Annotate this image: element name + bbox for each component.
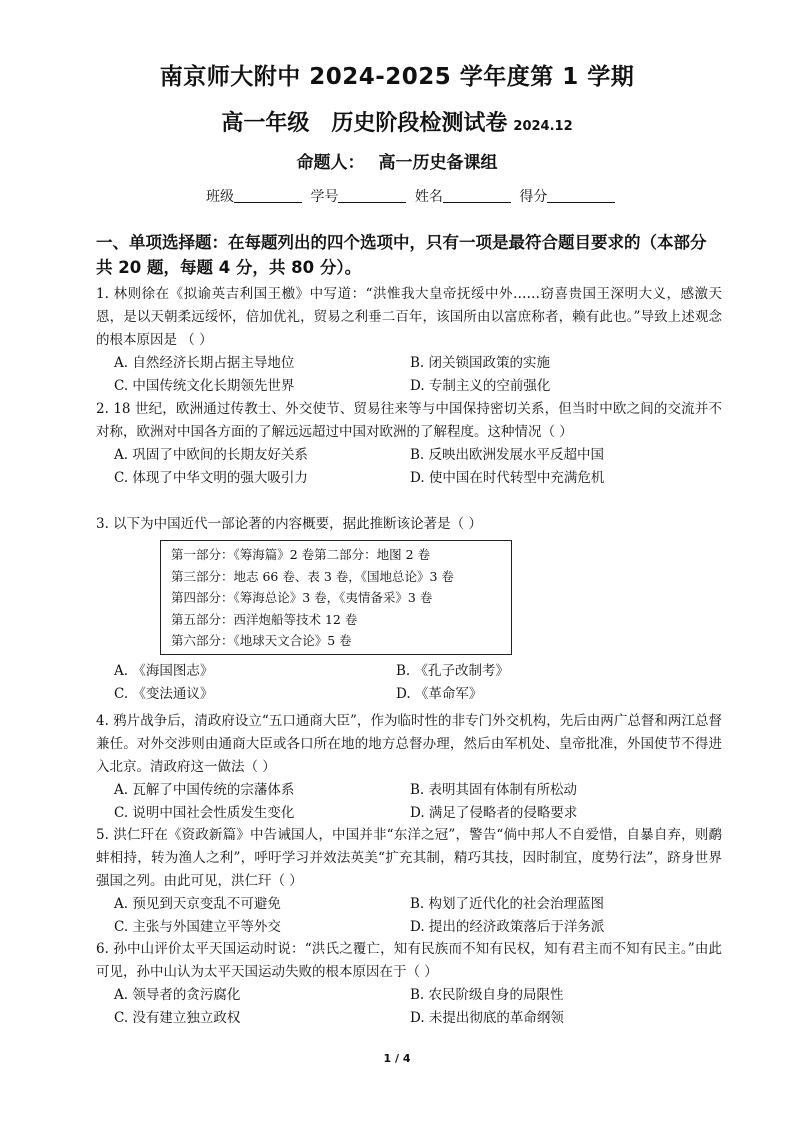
option-a[interactable]: A. 瓦解了中国传统的宗藩体系 bbox=[114, 782, 295, 798]
option-c[interactable]: C. 中国传统文化长期领先世界 bbox=[114, 378, 295, 394]
page-number: 1 / 4 bbox=[383, 1052, 411, 1065]
author-value: 高一历史备课组 bbox=[378, 153, 498, 173]
option-d[interactable]: D. 提出的经济政策落后于洋务派 bbox=[410, 919, 605, 935]
box-line: 第三部分：地志 66 卷、表 3 卷，《国地总论》3 卷 bbox=[171, 568, 454, 584]
class-label: 班级 bbox=[206, 189, 234, 205]
box-line: 第五部分：西洋炮船等技术 12 卷 bbox=[171, 611, 358, 627]
score-label: 得分 bbox=[519, 189, 548, 205]
box-line: 第四部分：《筹海总论》3 卷，《夷情备采》3 卷 bbox=[171, 590, 433, 605]
option-d[interactable]: D. 《革命军》 bbox=[396, 686, 483, 702]
score-blank[interactable] bbox=[547, 188, 615, 203]
option-c[interactable]: C. 体现了中华文明的强大吸引力 bbox=[114, 470, 308, 486]
option-c[interactable]: C. 没有建立独立政权 bbox=[114, 1010, 241, 1026]
options bbox=[96, 984, 722, 1030]
options bbox=[114, 660, 714, 706]
options bbox=[96, 352, 722, 398]
question-4 bbox=[96, 710, 722, 825]
student-no-blank[interactable] bbox=[338, 188, 406, 203]
option-d[interactable]: D. 未提出彻底的革命纲领 bbox=[410, 1010, 564, 1026]
option-d[interactable]: D. 专制主义的空前强化 bbox=[410, 378, 551, 394]
option-b[interactable]: B. 反映出欧洲发展水平反超中国 bbox=[410, 447, 605, 463]
option-b[interactable]: B. 构划了近代化的社会治理蓝图 bbox=[410, 896, 605, 912]
question-1 bbox=[96, 283, 722, 398]
question-6 bbox=[96, 938, 722, 1030]
option-d[interactable]: D. 使中国在时代转型中充满危机 bbox=[410, 470, 605, 486]
question-stem: 6. 孙中山评价太平天国运动时说：“洪氏之覆亡，知有民族而不知有民权，知有君主而不知有民主。”由此可见，孙中山认为太平天国运动失败的根本原因在于（ ） bbox=[96, 941, 722, 980]
question-stem: 1. 林则徐在《拟谕英吉利国王檄》中写道：“洪惟我大皇帝抚绥中外……窃喜贵国王深明大义，感激天恩，是以天朝柔远绥怀，倍加优礼，贸易之利垂二百年，该国所由以富庶称者，赖有此也。”导致上述观念的根本原因是 （ ） bbox=[96, 286, 722, 348]
class-blank[interactable] bbox=[234, 188, 302, 203]
author-line bbox=[0, 148, 794, 173]
exam-name: 历史阶段检测试卷 bbox=[331, 111, 508, 136]
options bbox=[96, 893, 722, 939]
question-stem: 3. 以下为中国近代一部论著的内容概要，据此推断该论著是（ ） bbox=[96, 516, 482, 532]
option-d[interactable]: D. 满足了侵略者的侵略要求 bbox=[410, 805, 578, 821]
section-heading: 一、单项选择题：在每题列出的四个选项中，只有一项是最符合题目要求的（本部分共 20 题，每题 4 分，共 80 分）。 bbox=[96, 233, 707, 277]
box-line: 第一部分：《筹海篇》2 卷第二部分：地图 2 卷 bbox=[171, 547, 431, 562]
option-a[interactable]: A. 自然经济长期占据主导地位 bbox=[114, 355, 295, 371]
option-a[interactable]: A. 《海国图志》 bbox=[114, 663, 214, 679]
question-stem: 5. 洪仁玕在《资政新篇》中告诫国人，中国并非“东洋之冠”，警告“倘中邦人不自爱惜，自暴自弃，则鹬蚌相持，转为渔人之利”，呼吁学习并效法英美“扩充其制，精巧其技，因时制宜，度势行法”，跻身世界强国之列。由此可见，洪仁玕（ ） bbox=[96, 827, 722, 889]
exam-date: 2024.12 bbox=[513, 119, 573, 134]
option-c[interactable]: C. 《变法通议》 bbox=[114, 686, 214, 702]
option-b[interactable]: B. 闭关锁国政策的实施 bbox=[410, 355, 551, 371]
option-c[interactable]: C. 说明中国社会性质发生变化 bbox=[114, 805, 295, 821]
box-line: 第六部分：《地球天文合论》5 卷 bbox=[171, 633, 352, 648]
option-a[interactable]: A. 预见到天京变乱不可避免 bbox=[114, 896, 281, 912]
exam-title: 南京师大附中 2024-2025 学年度第 1 学期 bbox=[159, 64, 635, 90]
content-summary-box bbox=[160, 540, 512, 655]
question-stem: 4. 鸦片战争后，清政府设立“五口通商大臣”，作为临时性的非专门外交机构，先后由两广总督和两江总督兼任。对外交涉则由通商大臣或各口所在地的地方总督办理，然后由军机处、皇帝批准，外国使节不得进入北京。清政府这一做法（ ） bbox=[96, 713, 722, 775]
option-c[interactable]: C. 主张与外国建立平等外交 bbox=[114, 919, 281, 935]
option-b[interactable]: B. 农民阶级自身的局限性 bbox=[410, 987, 564, 1003]
option-a[interactable]: A. 巩固了中欧间的长期友好关系 bbox=[114, 447, 308, 463]
question-5 bbox=[96, 824, 722, 939]
option-b[interactable]: B. 表明其固有体制有所松动 bbox=[410, 782, 578, 798]
question-2 bbox=[96, 398, 722, 490]
question-3 bbox=[96, 513, 722, 536]
option-b[interactable]: B. 《孔子改制考》 bbox=[396, 663, 510, 679]
name-blank[interactable] bbox=[443, 188, 511, 203]
student-info-line bbox=[206, 186, 619, 206]
options bbox=[96, 444, 722, 490]
question-stem: 2. 18 世纪，欧洲通过传教士、外交使节、贸易往来等与中国保持密切关系，但当时中欧之间的交流并不对称，欧洲对中国各方面的了解远远超过中国对欧洲的了解程度。这种情况（ ） bbox=[96, 401, 722, 440]
option-a[interactable]: A. 领导者的贪污腐化 bbox=[114, 987, 241, 1003]
exam-subtitle bbox=[0, 106, 794, 137]
student-no-label: 学号 bbox=[310, 189, 339, 205]
name-label: 姓名 bbox=[414, 189, 443, 205]
author-label: 命题人： bbox=[296, 153, 365, 173]
grade-label: 高一年级 bbox=[221, 111, 310, 136]
options bbox=[96, 779, 722, 825]
